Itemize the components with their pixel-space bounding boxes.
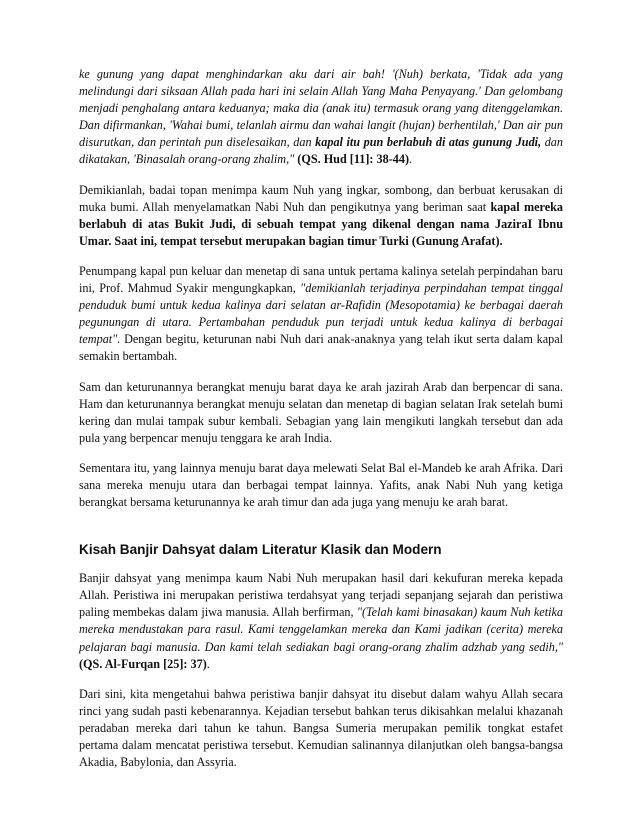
paragraph-quran-hud <box>79 66 563 169</box>
body-text: Penumpang kapal pun keluar dan menetap di sana untuk pertama kalinya setelah perpindahan baru ini, Prof. Mahmud Syakir mengungkapkan, <box>79 263 563 296</box>
quote-text: dan dikatakan, 'Binasalah orang-orang zhalim," <box>79 135 563 167</box>
punctuation: . <box>206 656 210 671</box>
verse-reference: (QS. Hud [11]: 38-44) <box>297 152 410 167</box>
body-text: Banjir dahsyat yang menimpa kaum Nabi Nuh merupakan hasil dari kekufuran mereka kepada Allah. Peristiwa ini merupakan peristiwa terdahsyat yang terjadi sepanjang sejarah dan peristiwa paling membekas dalam jiwa manusia. Allah berfirman, <box>79 571 563 620</box>
paragraph-yafits <box>79 460 563 511</box>
paragraph-penumpang-kapal <box>79 263 563 366</box>
section-heading: Kisah Banjir Dahsyat dalam Literatur Klasik dan Modern <box>79 542 442 558</box>
quote-text: "(Telah kami binasakan) kaum Nuh ketika mereka mendustakan para rasul. Kami tenggelamkan mereka dan Kami jadikan (cerita) mereka pelajaran bagi manusia. Dan kami telah sediakan bagi orang-orang zhalim adzhab yang sedih," <box>79 605 563 654</box>
body-text: Sementara itu, yang lainnya menuju barat daya melewati Selat Bal el-Mandeb ke arah Afrika. Dari sana mereka menuju utara dan berbagai tempat lainnya. Yafits, anak Nabi Nuh yang ketiga berangkat bersama keturunannya ke arah timur dan ada juga yang menuju ke arah barat. <box>79 460 563 510</box>
paragraph-sam-ham <box>79 379 563 447</box>
verse-reference: (QS. Al-Furqan [25]: 37) <box>79 656 207 671</box>
emphasis-text: kapal mereka berlabuh di atas Bukit Judi, di sebuah tempat yang dikenal dengan nama JaziraI Ibnu Umar. Saat ini, tempat tersebut merupakan bagian timur Turki (Gunung Arafat). <box>79 199 563 248</box>
quote-text: "demikianlah terjadinya perpindahan tempat tinggal penduduk bumi untuk kedua kalinya dari selatan ar-Rafidin (Mesopotamia) ke berbagai daerah pegunungan di utara. Pertambahan penduduk pun terjadi untuk kedua kalinya di berbagai tempat". <box>79 281 564 347</box>
paragraph-banjir-dahsyat <box>79 570 563 673</box>
body-text: Demikianlah, badai topan menimpa kaum Nuh yang ingkar, sombong, dan berbuat kerusakan di muka bumi. Allah menyelamatkan Nabi Nuh dan pengikutnya yang beriman saat <box>79 182 563 214</box>
document-page <box>79 66 563 784</box>
quote-text: ke gunung yang dapat menghindarkan aku dari air bah! '(Nuh) berkata, 'Tidak ada yang melindungi dari siksaan Allah pada hari ini selain Allah Yang Maha Penyayang.' Dan gelombang menjadi penghalang antara keduanya; maka dia (anak itu) termasuk orang yang ditenggelamkan. Dan difirmankan, 'Wahai bumi, telanlah airmu dan wahai langit (hujan) berhentilah,' Dan air pun disurutkan, dan perintah pun diselesaikan, dan <box>79 67 563 150</box>
paragraph-bukit-judi <box>79 182 563 250</box>
body-text: Sam dan keturunannya berangkat menuju barat daya ke arah jazirah Arab dan berpencar di sana. Ham dan keturunannya berangkat menuju selatan dan menetap di bagian selatan Irak setelah bumi kering dan mulai tampak subur kembali. Sebagian yang lain mengikuti langkah tersebut dan ada pula yang berpencar menuju tenggara ke arah India. <box>79 379 563 445</box>
paragraph-sumeria <box>79 686 563 771</box>
emphasis-text: kapal itu pun berlabuh di atas gunung Judi, <box>315 135 542 150</box>
body-text: Dari sini, kita mengetahui bahwa peristiwa banjir dahsyat itu disebut dalam wahyu Allah secara rinci yang sudah pasti kebenarannya. Kejadian tersebut bahkan terus dikisahkan melalui khazanah peradaban mereka dari tahun ke tahun. Bangsa Sumeria merupakan pemilik tongkat estafet pertama dalam mencatat peristiwa tersebut. Kemudian salinannya dilanjutkan oleh bangsa-bangsa Akadia, Babylonia, dan Assyria. <box>79 686 563 770</box>
punctuation: . <box>409 152 413 167</box>
body-text: Dengan begitu, keturunan nabi Nuh dari anak-anaknya yang telah ikut serta dalam kapal semakin bertambah. <box>79 332 563 364</box>
